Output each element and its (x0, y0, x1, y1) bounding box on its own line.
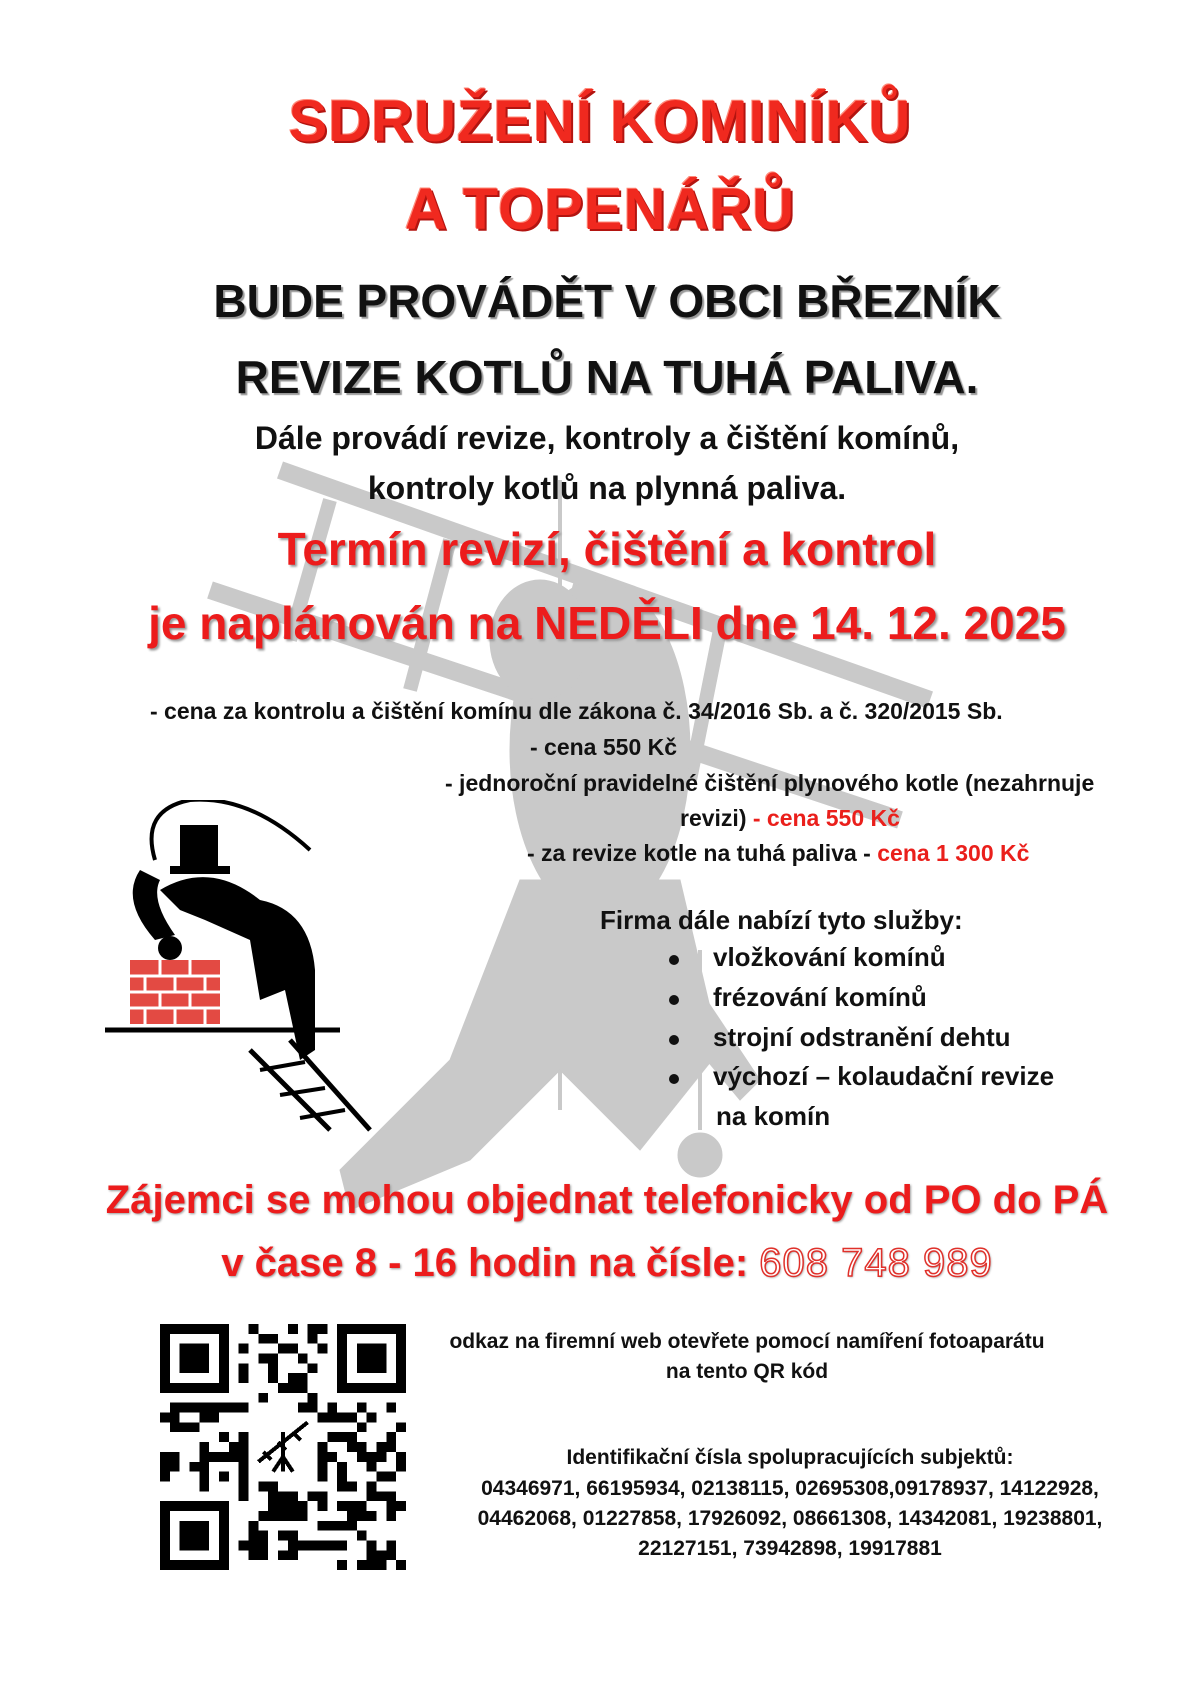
service-item: frézování komínů (713, 982, 927, 1012)
price-solid (527, 840, 1029, 867)
bullet-icon (669, 995, 679, 1005)
phone-number[interactable]: 608 748 989 (759, 1241, 993, 1285)
price-chimney-desc: - cena za kontrolu a čištění komínu dle zákona č. 34/2016 Sb. a č. 320/2015 Sb. (150, 698, 1003, 724)
call-line-1: Zájemci se mohou objednat telefonicky od PO do PÁ (105, 1178, 1109, 1222)
services-heading: Firma dále nabízí tyto služby: (600, 905, 963, 935)
term-line-1: Termín revizí, čištění a kontrol (277, 523, 937, 575)
service-item-cont: na komín (716, 1101, 831, 1131)
ids-line: 22127151, 73942898, 19917881 (638, 1537, 942, 1560)
price-chimney-value: - cena 550 Kč (530, 734, 678, 760)
title-line-2: A TOPENÁŘŮ (404, 177, 796, 242)
also-line-2: kontroly kotlů na plynná paliva. (367, 470, 847, 506)
price-gas-desc-cont (680, 805, 900, 832)
qr-note-line-2: na tento QR kód (665, 1360, 829, 1383)
price-solid-desc: - za revize kotle na tuhá paliva - (527, 840, 871, 866)
subtitle-line-1: BUDE PROVÁDĚT V OBCI BŘEZNÍK (213, 275, 1001, 327)
ids-heading: Identifikační čísla spolupracujících subjektů: (566, 1446, 1014, 1469)
call-hours: v čase 8 - 16 hodin na čísle: (221, 1241, 749, 1285)
also-line-1: Dále provádí revize, kontroly a čištění komínů, (254, 420, 960, 456)
call-line-2 (221, 1241, 992, 1286)
service-item: strojní odstranění dehtu (713, 1022, 1011, 1052)
qr-note-line-1: odkaz na firemní web otevřete pomocí namíření fotoaparátu (449, 1330, 1045, 1353)
ids-line: 04462068, 01227858, 17926092, 08661308, 14342081, 19238801, (477, 1507, 1103, 1530)
bullet-icon (669, 1035, 679, 1045)
price-gas-desc: - jednoroční pravidelné čištění plynového kotle (nezahrnuje (445, 770, 1095, 796)
service-item: vložkování komínů (713, 942, 946, 972)
subtitle-line-2: REVIZE KOTLŮ NA TUHÁ PALIVA. (235, 351, 979, 403)
price-solid-value: cena 1 300 Kč (877, 840, 1030, 866)
term-line-2: je naplánován na NEDĚLI dne 14. 12. 2025 (148, 597, 1066, 649)
qr-code[interactable] (160, 1324, 406, 1570)
bullet-icon (669, 1074, 679, 1084)
price-gas-value: - cena 550 Kč (752, 805, 900, 831)
chimney-sweep-illustration (100, 800, 400, 1160)
service-item: výchozí – kolaudační revize (713, 1061, 1055, 1091)
price-gas-desc-2: revizi) (680, 805, 747, 831)
bullet-icon (669, 955, 679, 965)
ids-line: 04346971, 66195934, 02138115, 02695308,09178937, 14122928, (481, 1477, 1099, 1500)
title-line-1: SDRUŽENÍ KOMINÍKŮ (288, 89, 912, 154)
